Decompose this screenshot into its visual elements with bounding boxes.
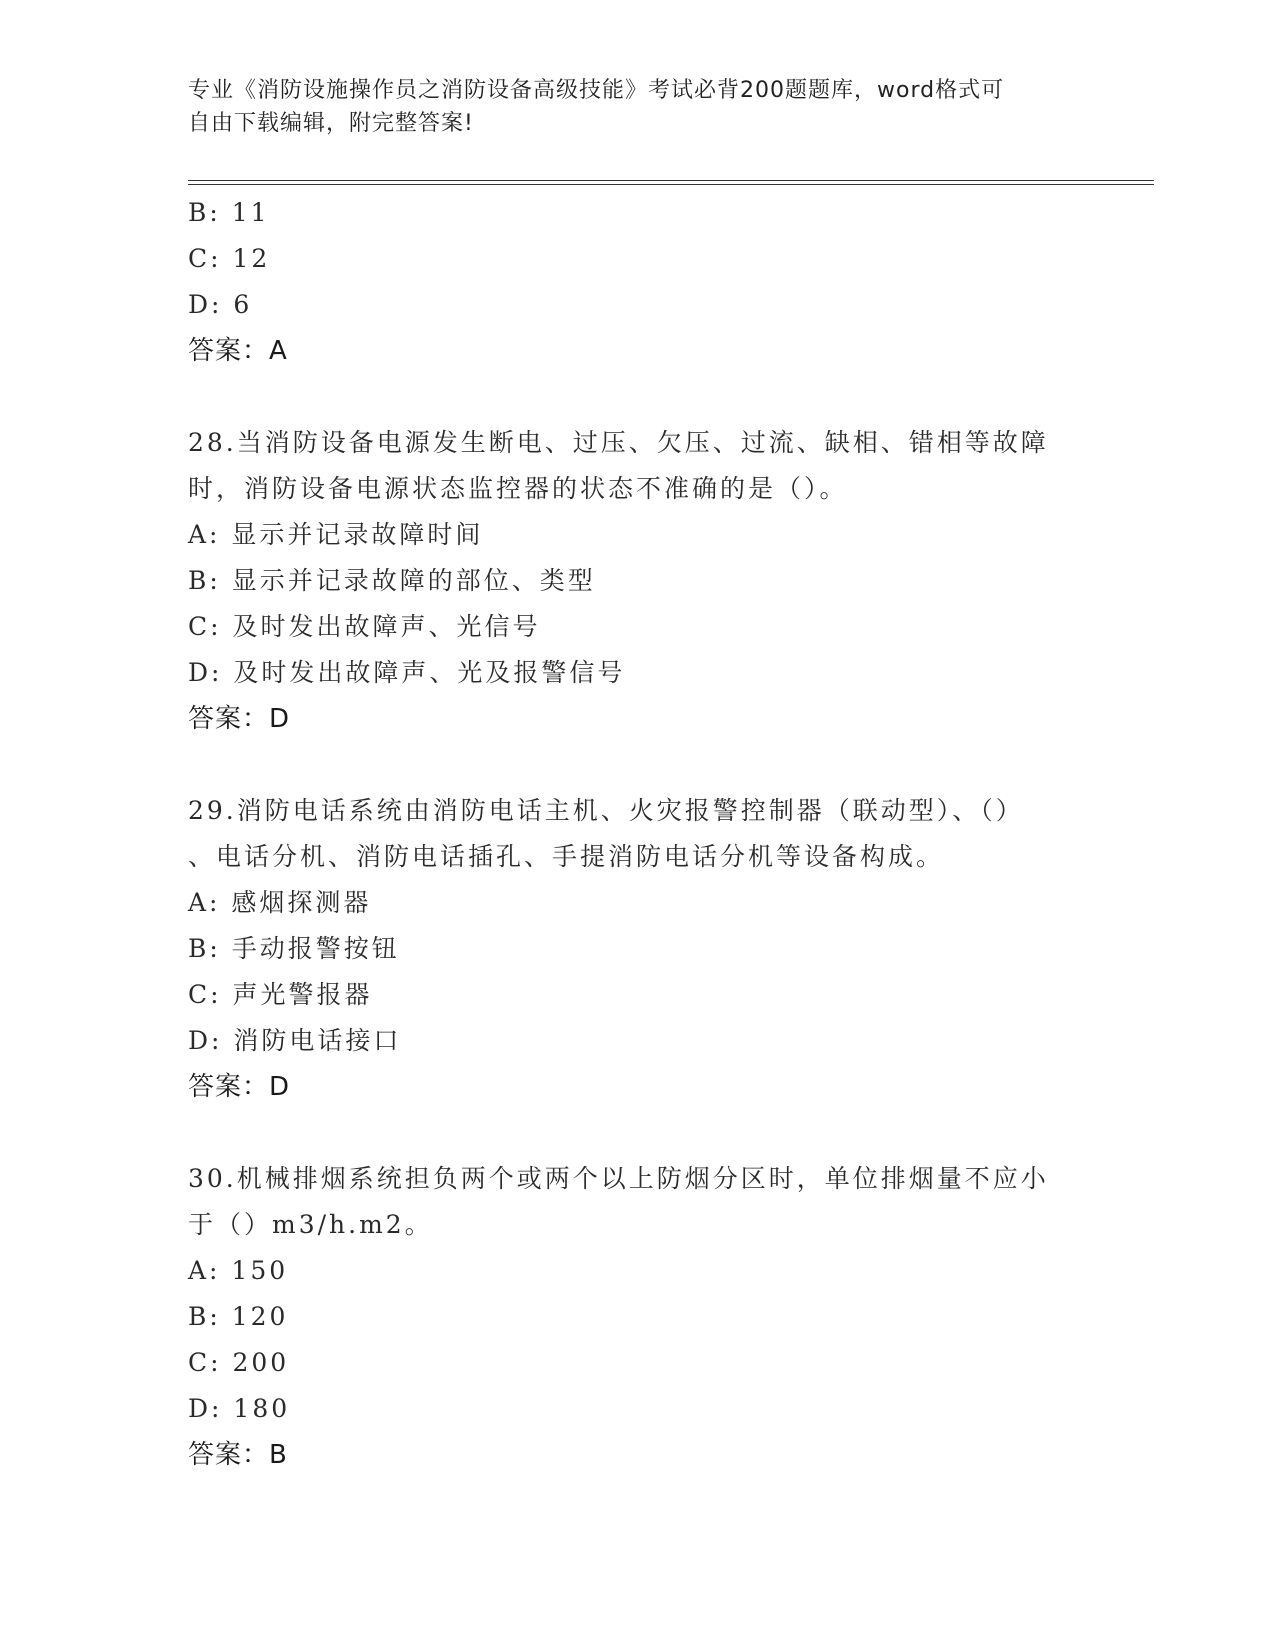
option-a: A: 150 — [188, 1256, 289, 1285]
question-text-line-2: 时，消防设备电源状态监控器的状态不准确的是（）。 — [188, 474, 848, 503]
question-list — [188, 190, 1088, 1478]
answer-line: 答案：B — [188, 1440, 288, 1470]
question-text-line-2: 于（）m3/h.m2。 — [188, 1210, 433, 1239]
question-30 — [188, 1156, 1088, 1478]
option-d: D: 消防电话接口 — [188, 1026, 402, 1055]
option-d: D: 6 — [188, 290, 253, 319]
question-27-continued — [188, 190, 1088, 374]
answer-line: 答案：D — [188, 704, 291, 734]
option-a: A: 感烟探测器 — [188, 888, 372, 917]
option-b: B: 120 — [188, 1302, 289, 1331]
option-c: C: 12 — [188, 244, 271, 273]
option-b: B: 手动报警按钮 — [188, 934, 400, 963]
option-c: C: 及时发出故障声、光信号 — [188, 612, 541, 641]
header-divider-bottom — [188, 184, 1154, 185]
question-29 — [188, 788, 1088, 1110]
question-28 — [188, 420, 1088, 742]
question-text-line-1: 30.机械排烟系统担负两个或两个以上防烟分区时，单位排烟量不应小 — [188, 1164, 1049, 1193]
option-d: D: 180 — [188, 1394, 291, 1423]
answer-line: 答案：D — [188, 1072, 291, 1102]
option-b: B: 显示并记录故障的部位、类型 — [188, 566, 596, 595]
option-d: D: 及时发出故障声、光及报警信号 — [188, 658, 626, 687]
answer-line: 答案：A — [188, 336, 288, 366]
question-text-line-2: 、电话分机、消防电话插孔、手提消防电话分机等设备构成。 — [188, 842, 945, 871]
header-line-2: 自由下载编辑，附完整答案! — [188, 111, 474, 136]
option-c: C: 200 — [188, 1348, 290, 1377]
option-a: A: 显示并记录故障时间 — [188, 520, 484, 549]
header-divider-top — [188, 180, 1154, 181]
option-c: C: 声光警报器 — [188, 980, 373, 1009]
question-text-line-1: 29.消防电话系统由消防电话主机、火灾报警控制器（联动型）、（） — [188, 796, 1024, 825]
question-text-line-1: 28.当消防设备电源发生断电、过压、欠压、过流、缺相、错相等故障 — [188, 428, 1049, 457]
document-header — [188, 74, 1088, 140]
option-b: B: 11 — [188, 198, 270, 227]
header-line-1: 专业《消防设施操作员之消防设备高级技能》考试必背200题题库，word格式可 — [188, 78, 1005, 103]
